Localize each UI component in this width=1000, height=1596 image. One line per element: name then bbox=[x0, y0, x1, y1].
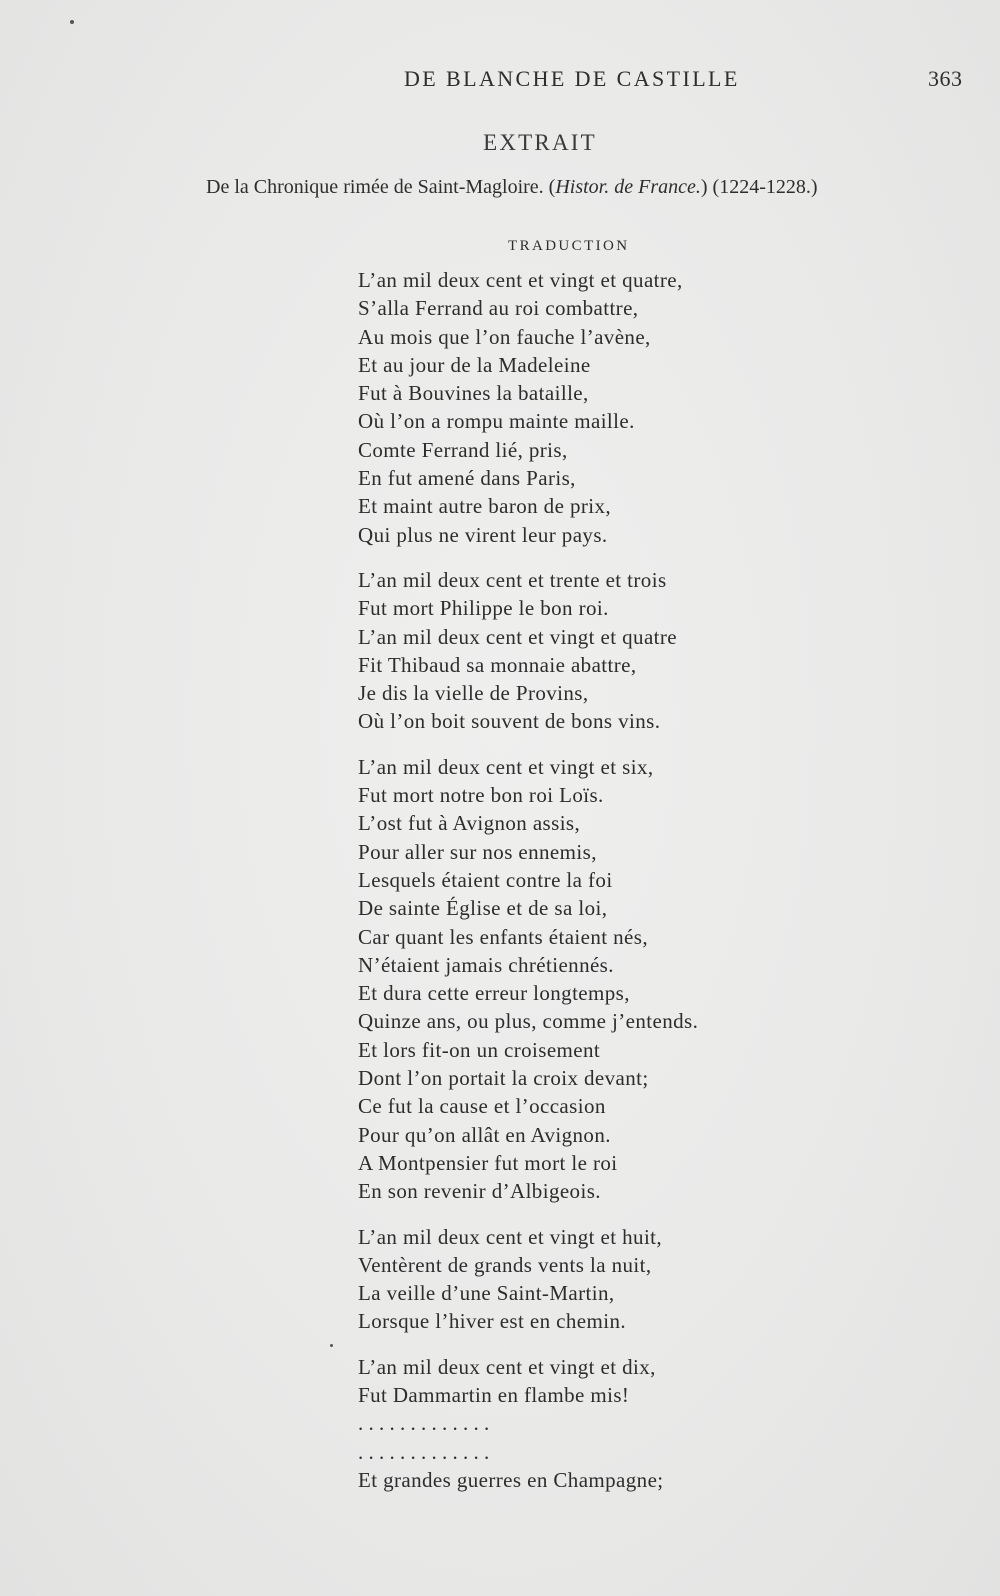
verse-line: La veille d’une Saint-Martin, bbox=[358, 1281, 615, 1306]
print-speck bbox=[70, 20, 74, 24]
verse-line: Où l’on boit souvent de bons vins. bbox=[358, 709, 661, 734]
stanza bbox=[358, 753, 798, 1206]
verse-line: Pour aller sur nos ennemis, bbox=[358, 839, 597, 864]
verse-line: En son revenir d’Albigeois. bbox=[358, 1179, 601, 1204]
verse-line: Qui plus ne virent leur pays. bbox=[358, 522, 608, 547]
print-speck bbox=[330, 1344, 333, 1347]
verse-line: A Montpensier fut mort le roi bbox=[358, 1150, 618, 1175]
stanza bbox=[358, 566, 798, 736]
source-work: Histor. de France. bbox=[555, 176, 701, 198]
verse-line: L’an mil deux cent et vingt et huit, bbox=[358, 1224, 663, 1249]
verse-line: L’ost fut à Avignon assis, bbox=[358, 811, 581, 836]
verse-line: Fut mort Philippe le bon roi. bbox=[358, 596, 609, 621]
verse-line: Et au jour de la Madeleine bbox=[358, 352, 591, 377]
running-head bbox=[0, 66, 1000, 96]
verse-line: Et grandes guerres en Champagne; bbox=[358, 1467, 664, 1492]
verse-line: Et lors fit-on un croisement bbox=[358, 1037, 601, 1062]
verse-line: Ce fut la cause et l’occasion bbox=[358, 1094, 606, 1119]
verse-line: L’an mil deux cent et vingt et six, bbox=[358, 754, 654, 779]
verse-line: L’an mil deux cent et vingt et quatre, bbox=[358, 268, 683, 292]
verse-line: Car quant les enfants étaient nés, bbox=[358, 924, 649, 949]
stanza bbox=[358, 1223, 798, 1336]
verse-line: N’étaient jamais chrétiennés. bbox=[358, 952, 614, 977]
ellipsis-line: . . . . . . . . . . . . . bbox=[358, 1439, 490, 1464]
verse-line: Fut Dammartin en flambe mis! bbox=[358, 1382, 630, 1407]
source-prefix: De la Chronique rimée de Saint-Magloire. ( bbox=[206, 176, 556, 198]
verse-line: Je dis la vielle de Provins, bbox=[358, 681, 589, 706]
verse-line: Et maint autre baron de prix, bbox=[358, 494, 612, 519]
verse-line: Ventèrent de grands vents la nuit, bbox=[358, 1252, 652, 1277]
verse-line: L’an mil deux cent et vingt et quatre bbox=[358, 624, 678, 649]
verse-line: S’alla Ferrand au roi combattre, bbox=[358, 296, 639, 321]
section-title: EXTRAIT bbox=[483, 130, 597, 155]
verse-line: Où l’on a rompu mainte maille. bbox=[358, 409, 635, 434]
verse-line: Lorsque l’hiver est en chemin. bbox=[358, 1309, 626, 1334]
verse-line: Et dura cette erreur longtemps, bbox=[358, 981, 630, 1006]
verse-line: L’an mil deux cent et trente et trois bbox=[358, 567, 667, 592]
stanza bbox=[358, 1353, 798, 1494]
verse-line: Fut mort notre bon roi Loïs. bbox=[358, 783, 604, 808]
running-title: DE BLANCHE DE CASTILLE bbox=[404, 66, 740, 91]
verse-line: De sainte Église et de sa loi, bbox=[358, 896, 608, 921]
source-suffix: ) (1224-1228.) bbox=[700, 176, 818, 198]
verse-line: Comte Ferrand lié, pris, bbox=[358, 437, 568, 462]
stanza bbox=[358, 266, 798, 549]
verse-line: Quinze ans, ou plus, comme j’entends. bbox=[358, 1009, 699, 1034]
verse-line: Fit Thibaud sa monnaie abattre, bbox=[358, 652, 637, 677]
poem bbox=[358, 266, 798, 1511]
verse-line: Au mois que l’on fauche l’avène, bbox=[358, 324, 651, 349]
verse-line: Pour qu’on allât en Avignon. bbox=[358, 1122, 611, 1147]
verse-line: Dont l’on portait la croix devant; bbox=[358, 1066, 649, 1091]
verse-line: Lesquels étaient contre la foi bbox=[358, 867, 613, 892]
verse-line: En fut amené dans Paris, bbox=[358, 466, 576, 491]
verse-line: L’an mil deux cent et vingt et dix, bbox=[358, 1354, 656, 1379]
source-line bbox=[206, 176, 818, 199]
verse-line: Fut à Bouvines la bataille, bbox=[358, 381, 589, 406]
ellipsis-line: . . . . . . . . . . . . . bbox=[358, 1411, 490, 1436]
translation-heading: TRADUCTION bbox=[508, 238, 630, 254]
page-number: 363 bbox=[928, 66, 963, 91]
